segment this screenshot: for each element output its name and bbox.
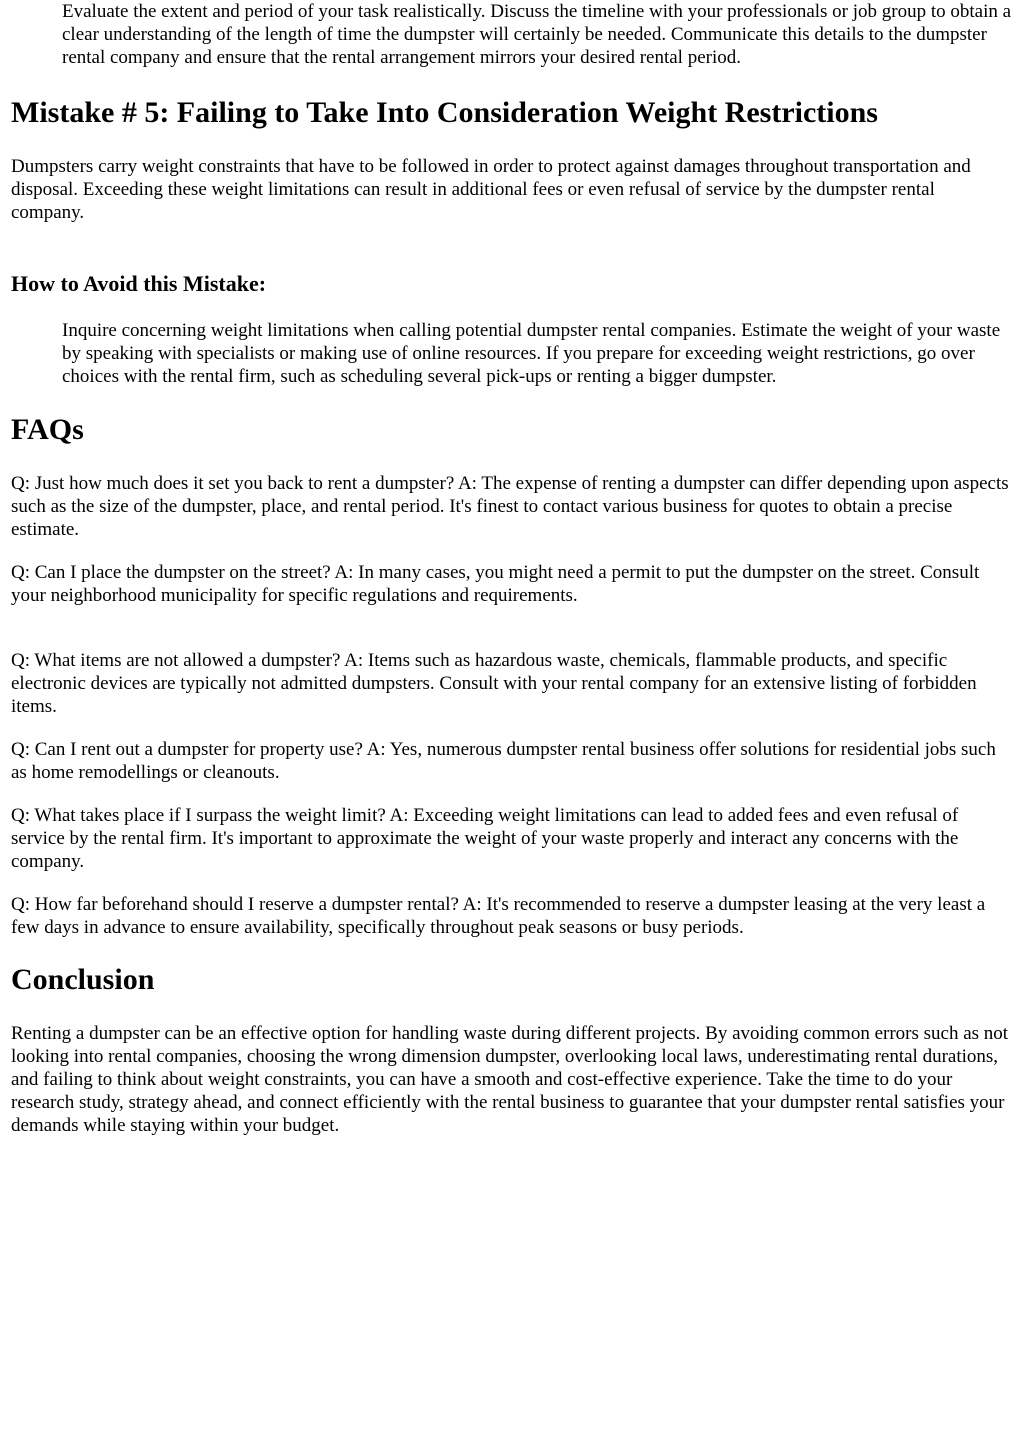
mistake-5-paragraph: Dumpsters carry weight constraints that have to be followed in order to protect against damages throughout transportation and disposal. Exceeding these weight limitations can result in additional fees or even refusal of service by the dumpster rental company.	[11, 156, 971, 223]
faq-item: Q: Can I place the dumpster on the street? A: In many cases, you might need a permit to put the dumpster on the street. Consult your neighborhood municipality for specific regulations and requirements.	[11, 562, 980, 606]
faq-item: Q: What items are not allowed a dumpster? A: Items such as hazardous waste, chemicals, flammable products, and specific electronic devices are typically not admitted dumpsters. Consult with your rental company for an extensive listing of forbidden items.	[11, 650, 977, 717]
mistake-5-heading: Mistake # 5: Failing to Take Into Consideration Weight Restrictions	[11, 96, 878, 129]
faq-item: Q: Just how much does it set you back to rent a dumpster? A: The expense of renting a dumpster can differ depending upon aspects such as the size of the dumpster, place, and rental period. It's finest to contact various business for quotes to obtain a precise estimate.	[11, 473, 1009, 540]
faq-item: Q: How far beforehand should I reserve a dumpster rental? A: It's recommended to reserve a dumpster leasing at the very least a few days in advance to ensure availability, specifically throughout peak seasons or busy periods.	[11, 894, 986, 938]
conclusion-paragraph: Renting a dumpster can be an effective option for handling waste during different projects. By avoiding common errors such as not looking into rental companies, choosing the wrong dimension dumpster, overlooking local laws, underestimating rental durations, and failing to think about weight constraints, you can have a smooth and cost-effective experience. Take the time to do your research study, strategy ahead, and connect efficiently with the rental business to guarantee that your dumpster rental satisfies your demands while staying within your budget.	[11, 1023, 1009, 1136]
faq-item: Q: Can I rent out a dumpster for property use? A: Yes, numerous dumpster rental business offer solutions for residential jobs such as home remodellings or cleanouts.	[11, 739, 996, 783]
how-to-avoid-heading: How to Avoid this Mistake:	[11, 271, 267, 296]
faq-item: Q: What takes place if I surpass the weight limit? A: Exceeding weight limitations can lead to added fees and even refusal of service by the rental firm. It's important to approximate the weight of your waste properly and interact any concerns with the company.	[11, 805, 959, 872]
faqs-heading: FAQs	[11, 413, 84, 446]
intro-blockquote: Evaluate the extent and period of your task realistically. Discuss the timeline with your professionals or job group to obtain a clear understanding of the length of time the dumpster will certainly be needed. Communicate this details to the dumpster rental company and ensure that the rental arrangement mirrors your desired rental period.	[62, 1, 1012, 68]
how-to-avoid-blockquote: Inquire concerning weight limitations when calling potential dumpster rental companies. Estimate the weight of your waste by speaking with specialists or making use of online resources. If you prepare for exceeding weight restrictions, go over choices with the rental firm, such as scheduling several pick-ups or renting a bigger dumpster.	[62, 320, 1001, 387]
conclusion-heading: Conclusion	[11, 963, 155, 996]
